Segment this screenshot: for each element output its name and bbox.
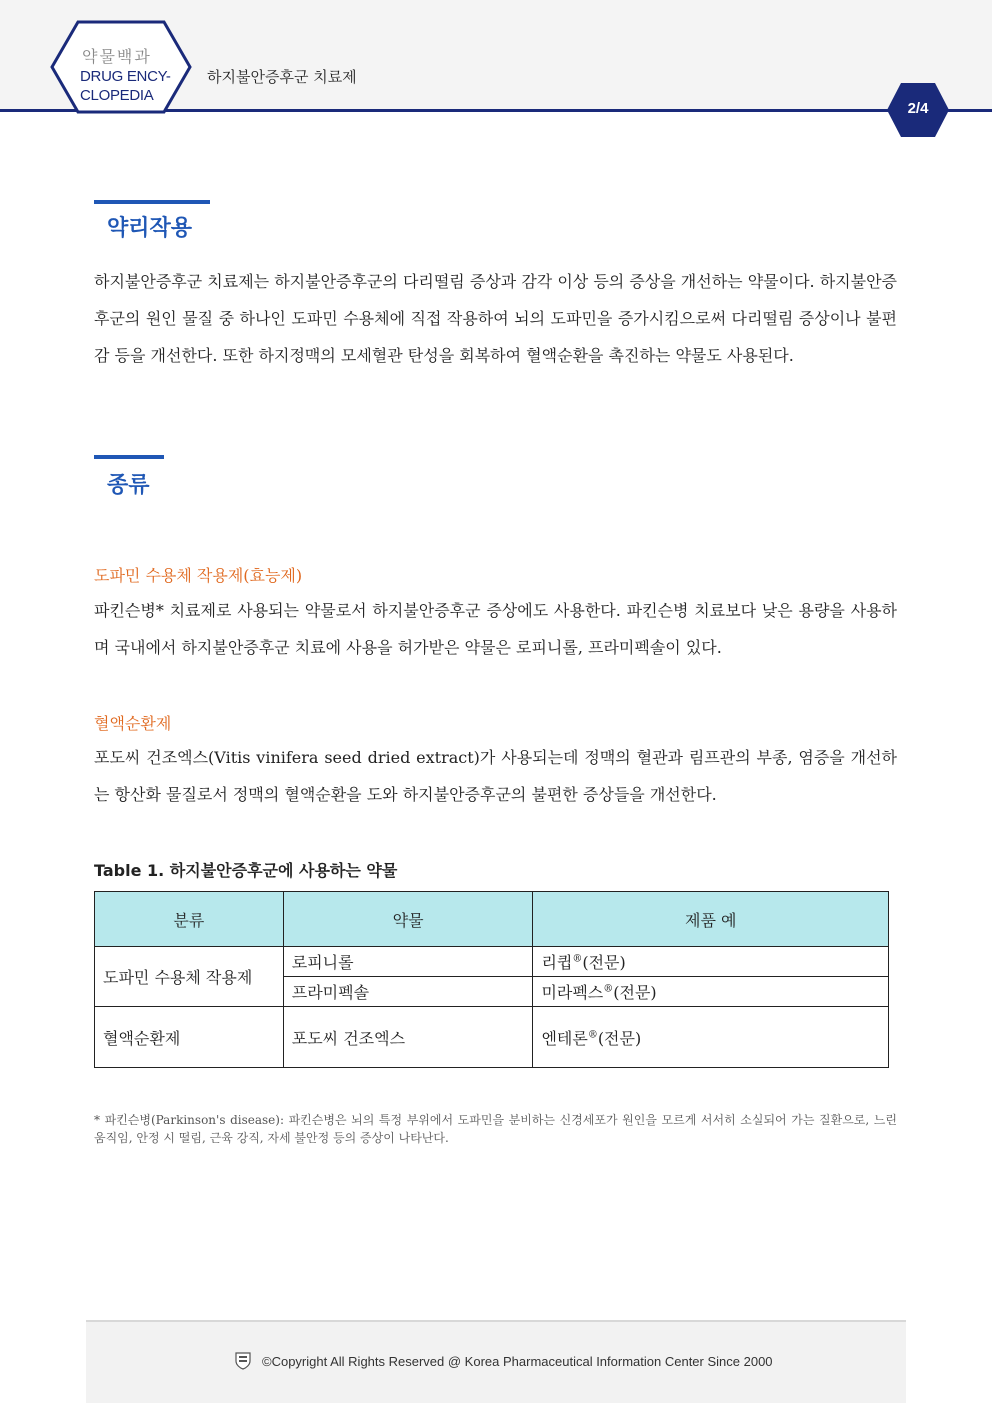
table-header-category: 분류 [95, 892, 284, 947]
table-cell-drug: 로피니롤 [283, 947, 533, 977]
product-name: 엔테론 [541, 1028, 588, 1048]
logo-english-line2: CLOPEDIA [80, 87, 154, 104]
circulation-paragraph: 포도씨 건조엑스(Vitis vinifera seed dried extract)가 사용되는데 정맥의 혈관과 림프관의 부종, 염증을 개선하는 항산화 물질로서 정맥의 혈액순환을 도와 하지불안증후군의 불편한 증상들을 개선한다. [94, 748, 897, 804]
table-row [95, 1007, 889, 1068]
subheading-dopamine: 도파민 수용체 작용제(효능제) [94, 566, 303, 585]
table-header-row [95, 892, 889, 947]
header-title: 하지불안증후군 치료제 [207, 68, 357, 86]
table-cell-drug: 프라미펙솔 [283, 977, 533, 1007]
pharmacology-paragraph: 하지불안증후군 치료제는 하지불안증후군의 다리떨림 증상과 감각 이상 등의 증상을 개선하는 약물이다. 하지불안증후군의 원인 물질 중 하나인 도파민 수용체에 직접 작용하여 뇌의 도파민을 증가시킴으로써 다리떨림 증상이나 불편감 등을 개선한다. 또한 하지정맥의 모세혈관 탄성을 회복하여 혈액순환을 촉진하는 약물도 사용된다. [94, 272, 897, 365]
registered-mark: ® [587, 1029, 598, 1041]
product-name: 리큅 [541, 953, 573, 972]
product-note: (전문) [613, 983, 657, 1002]
table-header-drug: 약물 [283, 892, 533, 947]
page-number: 2/4 [907, 100, 929, 117]
product-note: (전문) [582, 953, 626, 972]
logo-korean-text: 약물백과 [82, 47, 152, 66]
drug-table [94, 891, 889, 1068]
footnote: * 파킨슨병(Parkinson's disease): 파킨슨병은 뇌의 특정 부위에서 도파민을 분비하는 신경세포가 원인을 모르게 서서히 소실되어 가는 질환으로, 느린 움직임, 안정 시 떨림, 근육 강직, 자세 불안정 등의 증상이 나타난다. [94, 1113, 897, 1145]
logo-english-line1: DRUG ENCY- [80, 68, 171, 85]
section-bar-pharmacology [94, 200, 210, 204]
section-title-pharmacology: 약리작용 [107, 216, 193, 241]
product-name: 미라펙스 [541, 983, 604, 1002]
table-caption: Table 1. 하지불안증후군에 사용하는 약물 [94, 861, 398, 880]
table-cell-product [533, 977, 889, 1007]
footer-copyright: ©Copyright All Rights Reserved @ Korea Pharmaceutical Information Center Since 2000 [262, 1354, 773, 1369]
table-row [95, 947, 889, 977]
table-cell-product [533, 1007, 889, 1068]
dopamine-paragraph: 파킨슨병* 치료제로 사용되는 약물로서 하지불안증후군 증상에도 사용한다. 파킨슨병 치료보다 낮은 용량을 사용하며 국내에서 하지불안증후군 치료에 사용을 허가받은 약물은 로피니롤, 프라미펙솔이 있다. [94, 601, 897, 657]
product-note: (전문) [597, 1028, 642, 1048]
section-title-types: 종류 [107, 473, 150, 498]
table-cell-drug: 포도씨 건조엑스 [283, 1007, 533, 1068]
registered-mark: ® [572, 953, 583, 965]
table-cell-category: 도파민 수용체 작용제 [95, 947, 284, 1007]
registered-mark: ® [603, 983, 614, 995]
table-header-product: 제품 예 [533, 892, 889, 947]
table-cell-product [533, 947, 889, 977]
kpic-emblem-icon [235, 1352, 251, 1370]
table-cell-category: 혈액순환제 [95, 1007, 284, 1068]
section-bar-types [94, 455, 164, 459]
subheading-circulation: 혈액순환제 [94, 714, 172, 733]
